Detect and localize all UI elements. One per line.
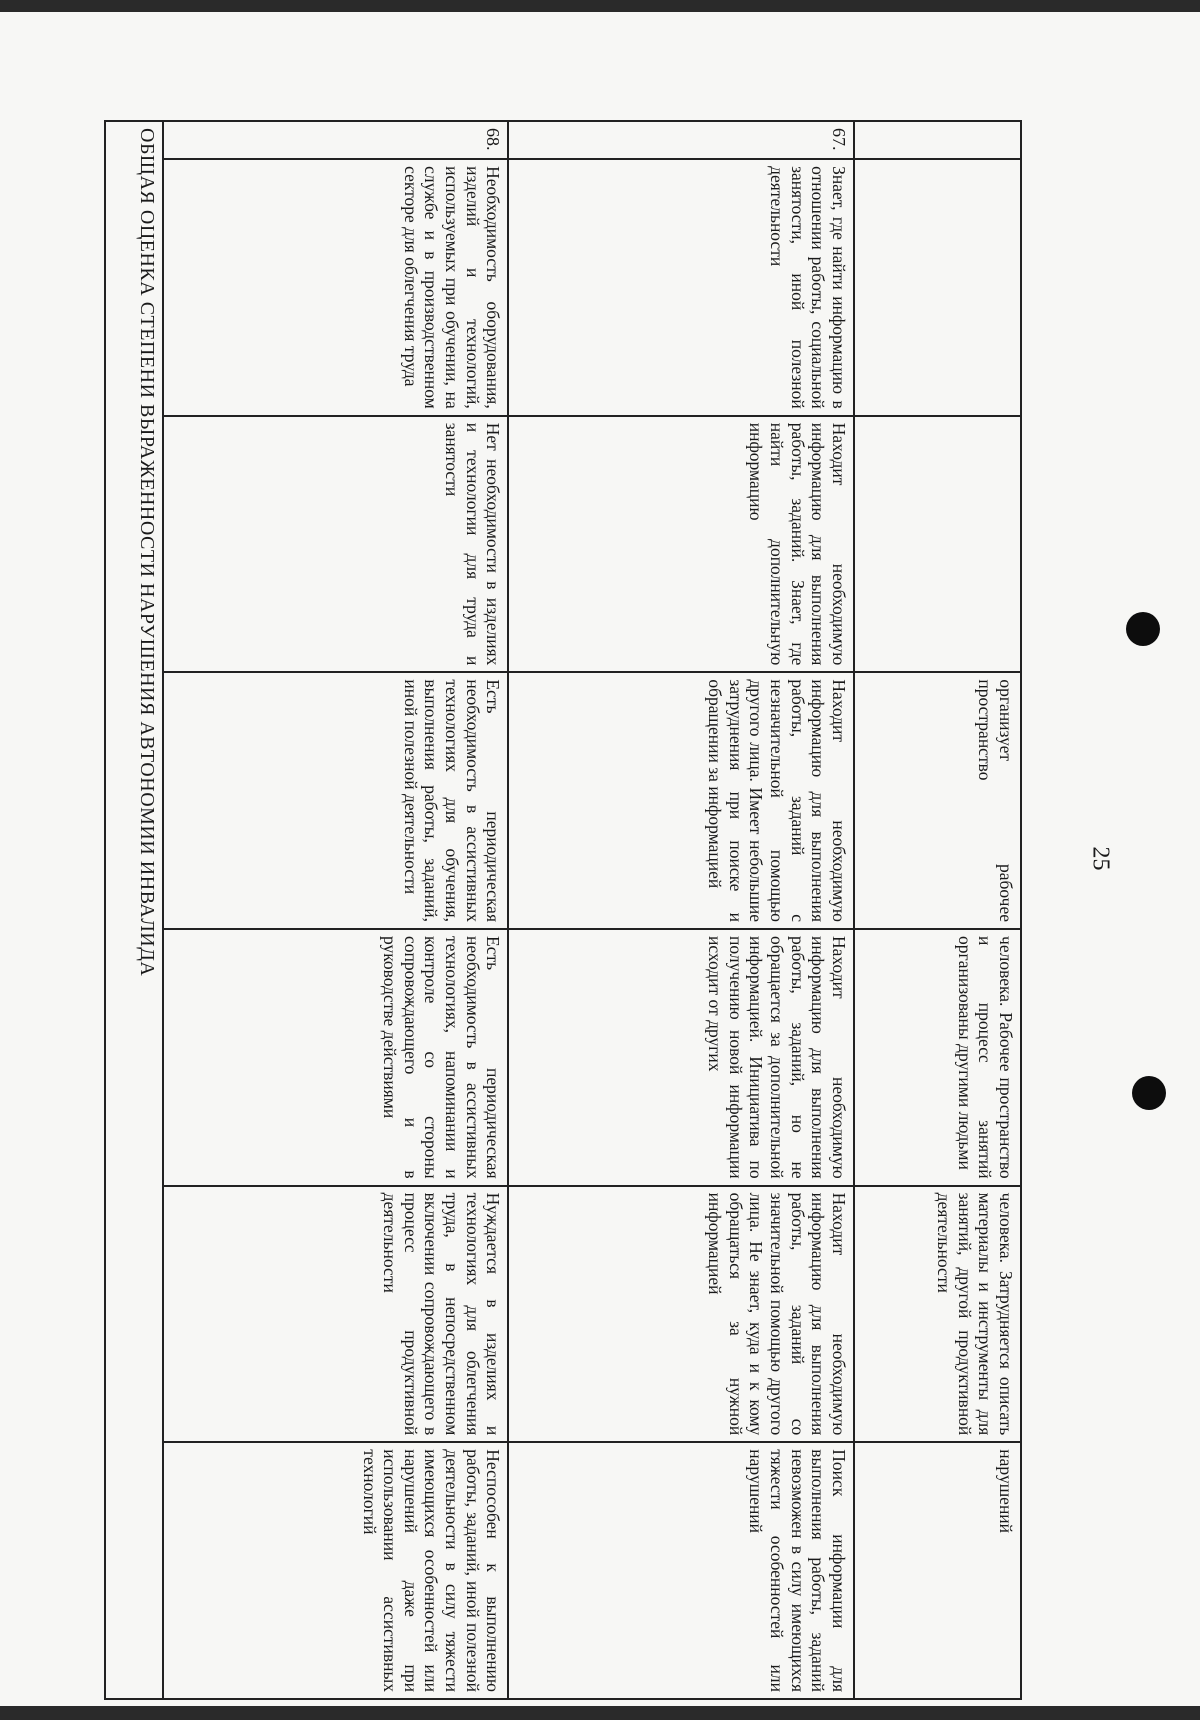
level2-cell: Находит необходимую информацию для выполнения работы, заданий, но не обращается за дополнительной информацией. Инициатива по получению новой информации исходит от других — [508, 929, 853, 1186]
table-row — [163, 121, 508, 1699]
table-row — [508, 121, 853, 1699]
assessment-table — [104, 120, 1022, 1700]
row-number: 68. — [163, 121, 508, 159]
cell-level0 — [854, 416, 1021, 673]
level0-cell: Нет необходимости в изделиях и технологии для труда и занятости — [163, 416, 508, 673]
row-number: 67. — [508, 121, 853, 159]
criterion-cell: Знает, где найти информацию в отношении работы, социальной занятости, иной полезной деятельности — [508, 159, 853, 416]
level2-cell: Есть периодическая необходимость в ассистивных технологиях, напоминании и контроле со стороны сопровождающего и в руководстве действиями — [163, 929, 508, 1186]
cell-level3: человека. Затрудняется описать материалы и инструменты для занятий, другой продуктивной деятельности — [854, 1186, 1021, 1443]
cell-number — [854, 121, 1021, 159]
level3-cell: Нуждается в изделиях и технологиях для облегчения труда, в непосредственном включении сопровождающего в процесс продуктивной деятельности — [163, 1186, 508, 1443]
page-number: 25 — [1087, 846, 1114, 871]
table-footer-row — [105, 121, 163, 1699]
cell-level4: нарушений — [854, 1442, 1021, 1699]
cell-criterion — [854, 159, 1021, 416]
level4-cell: Неспособен к выполнению работы, заданий, иной полезной деятельности в силу тяжести имеющихся особенностей или нарушений даже при использовании ассистивных технологий — [163, 1442, 508, 1699]
level0-cell: Находит необходимую информацию для выполнения работы, заданий. Знает, где найти дополнительную информацию — [508, 416, 853, 673]
table-row — [854, 121, 1021, 1699]
scan-edge-top — [0, 0, 1200, 12]
rotated-table-container — [104, 120, 1022, 1700]
footer-title: ОБЩАЯ ОЦЕНКА СТЕПЕНИ ВЫРАЖЕННОСТИ НАРУШЕНИЯ АВТОНОМИИ ИНВАЛИДА — [105, 121, 163, 1699]
level1-cell: Находит необходимую информацию для выполнения работы, заданий с незначительной помощью другого лица. Имеет небольшие затруднения при поиске и обращении за информацией — [508, 672, 853, 929]
criterion-cell: Необходимость оборудования, изделий и технологий, используемых при обучении, на службе и в производственном секторе для облегчения труда — [163, 159, 508, 416]
cell-level2: человека. Рабочее пространство и процесс занятий организованы другими людьми — [854, 929, 1021, 1186]
punch-hole — [1132, 1076, 1166, 1110]
scan-edge-bottom — [0, 1706, 1200, 1720]
level3-cell: Находит необходимую информацию для выполнения работы, заданий со значительной помощью другого лица. Не знает, куда и к кому обращаться за нужной информацией — [508, 1186, 853, 1443]
cell-level1: организует рабочее пространство — [854, 672, 1021, 929]
punch-hole — [1126, 612, 1160, 646]
level1-cell: Есть периодическая необходимость в ассистивных технологиях для обучения, выполнения работы, заданий, иной полезной деятельности — [163, 672, 508, 929]
level4-cell: Поиск информации для выполнения работы, заданий невозможен в силу имеющихся тяжести особенностей или нарушений — [508, 1442, 853, 1699]
